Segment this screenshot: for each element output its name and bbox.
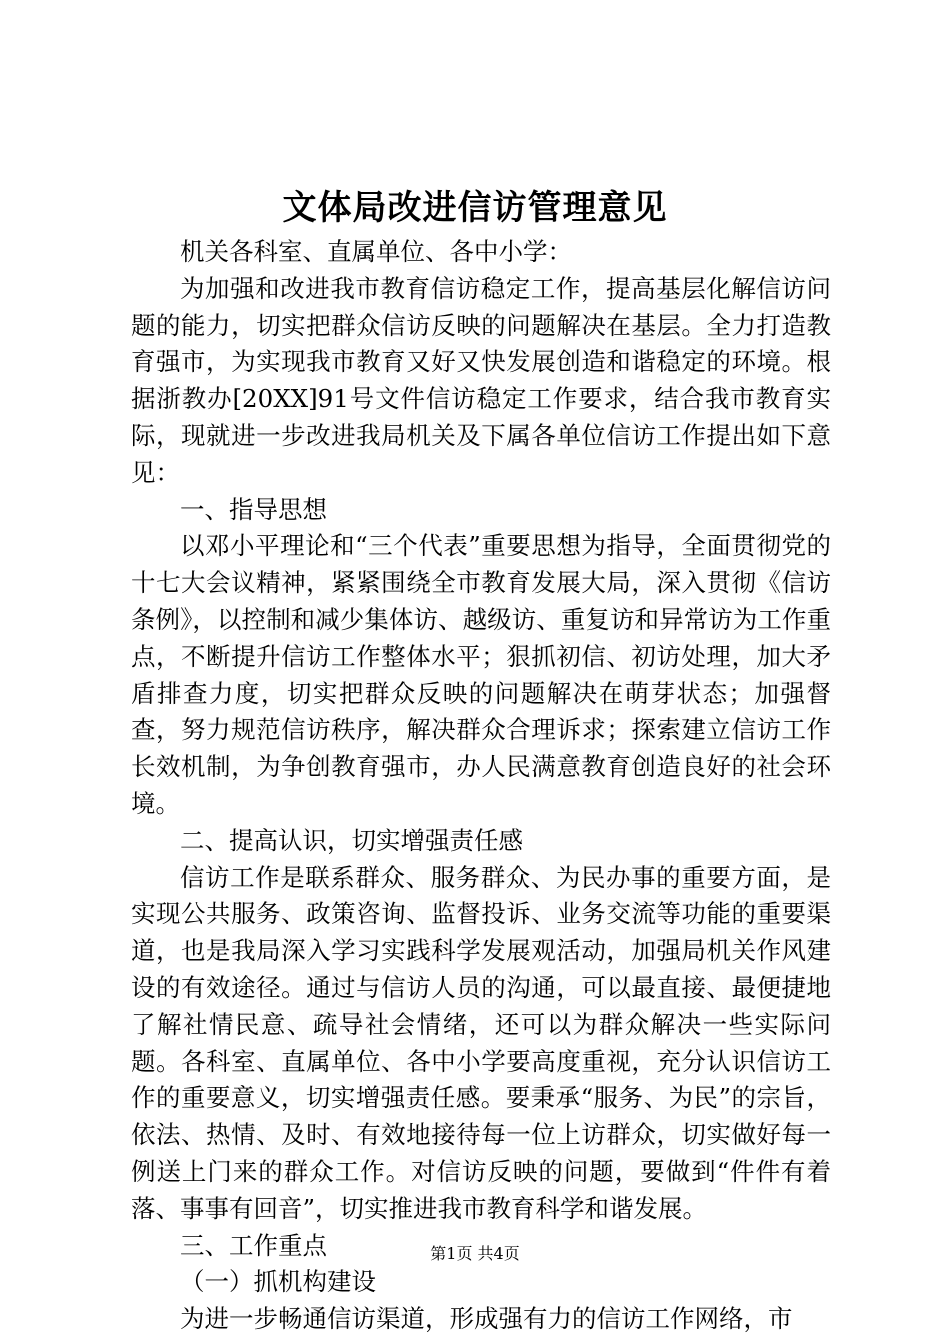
section-heading-2: 二、提高认识，切实增强责任感 — [180, 825, 523, 855]
salutation-paragraph: 机关各科室、直属单位、各中小学： — [180, 237, 572, 266]
intro-paragraph: 为加强和改进我市教育信访稳定工作，提高基层化解信访问题的能力，切实把群众信访反映的问题解决在基层。全力打造教育强市，为实现我市教育又好又快发展创造和谐稳定的环境。根据浙教办[20XX]91号文件信访稳定工作要求，结合我市教育实际，现就进一步改进我局机关及下属各单位信访工作提出如下意见： — [131, 273, 831, 487]
page-footer: 第1页 共4页 — [430, 1244, 520, 1263]
section-heading-1: 一、指导思想 — [180, 494, 327, 524]
subsection-heading-1: （一）抓机构建设 — [180, 1267, 376, 1297]
section-2-paragraph: 信访工作是联系群众、服务群众、为民办事的重要方面，是实现公共服务、政策咨询、监督投诉、业务交流等功能的重要渠道，也是我局深入学习实践科学发展观活动，加强局机关作风建设的有效途径。通过与信访人员的沟通，可以最直接、最便捷地了解社情民意、疏导社会情绪，还可以为群众解决一些实际问题。各科室、直属单位、各中小学要高度重视，充分认识信访工作的重要意义，切实增强责任感。要秉承“服务、为民”的宗旨，依法、热情、及时、有效地接待每一位上访群众，切实做好每一例送上门来的群众工作。对信访反映的问题，要做到“件件有着落、事事有回音”，切实推进我市教育科学和谐发展。 — [131, 862, 831, 1223]
document-body — [131, 234, 831, 1338]
subsection-1-paragraph: 为进一步畅通信访渠道，形成强有力的信访工作网络，市 — [180, 1304, 793, 1334]
section-heading-3: 三、工作重点 — [180, 1230, 327, 1260]
section-1-paragraph: 以邓小平理论和“三个代表”重要思想为指导，全面贯彻党的十七大会议精神，紧紧围绕全市教育发展大局，深入贯彻《信访条例》，以控制和减少集体访、越级访、重复访和异常访为工作重点，不断提升信访工作整体水平；狠抓初信、初访处理，加大矛盾排查力度，切实把群众反映的问题解决在萌芽状态；加强督查，努力规范信访秩序，解决群众合理诉求；探索建立信访工作长效机制，为争创教育强市，办人民满意教育创造良好的社会环境。 — [131, 531, 831, 818]
document-title: 文体局改进信访管理意见 — [282, 188, 668, 228]
